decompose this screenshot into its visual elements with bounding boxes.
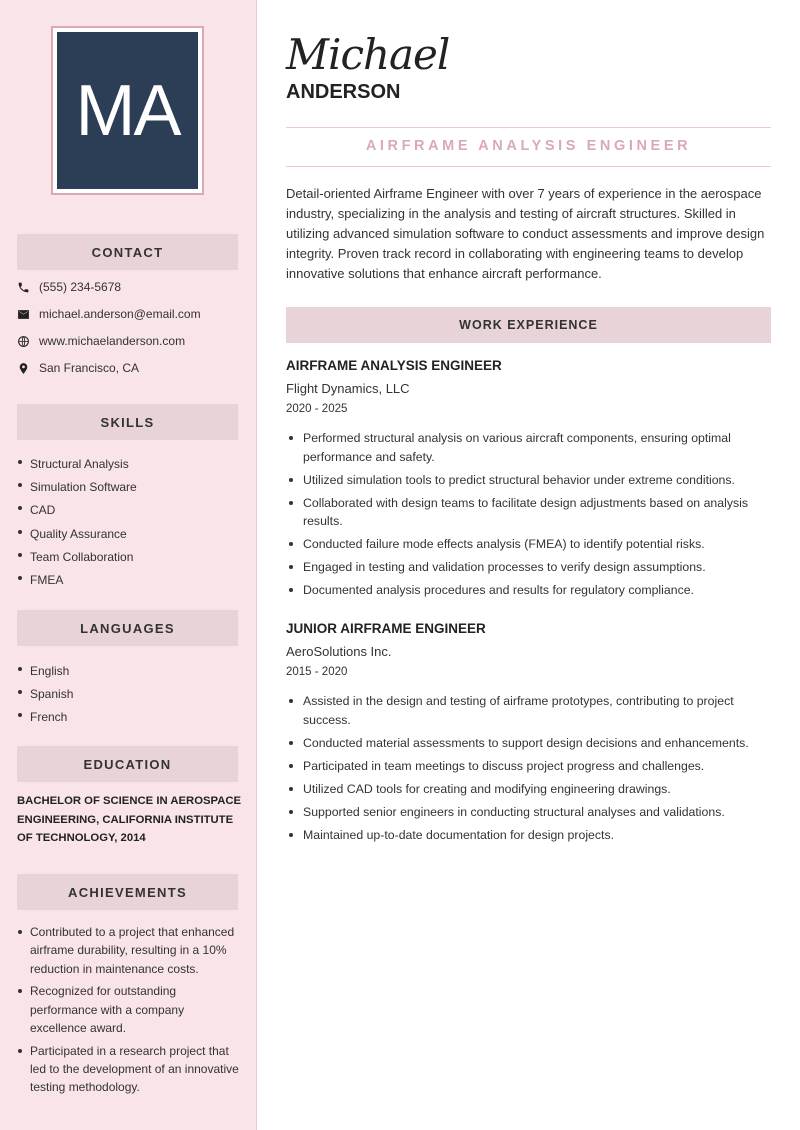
job-title: AIRFRAME ANALYSIS ENGINEER <box>365 138 692 154</box>
job-bullet: Engaged in testing and validation processes to verify design assumptions. <box>286 558 771 577</box>
monogram: MA <box>57 32 198 189</box>
contact-heading: CONTACT <box>17 234 238 270</box>
job-bullet: Participated in team meetings to discuss project progress and challenges. <box>286 757 771 776</box>
phone-text: (555) 234-5678 <box>39 280 122 294</box>
language-item: French <box>17 706 242 729</box>
job-bullet: Performed structural analysis on various aircraft components, ensuring optimal performance and safety. <box>286 429 771 466</box>
skill-item: Team Collaboration <box>17 546 242 569</box>
achievements-heading: ACHIEVEMENTS <box>17 874 238 910</box>
contact-phone <box>17 279 121 295</box>
job-company: Flight Dynamics, LLC <box>286 381 410 396</box>
location-text: San Francisco, CA <box>39 361 140 375</box>
job-bullet: Documented analysis procedures and results for regulatory compliance. <box>286 581 771 600</box>
contact-website <box>17 333 185 349</box>
job-bullet: Conducted material assessments to support design decisions and enhancements. <box>286 734 771 753</box>
skill-item: FMEA <box>17 569 242 592</box>
job-position: JUNIOR AIRFRAME ENGINEER <box>286 621 486 636</box>
phone-icon <box>17 281 30 294</box>
language-item: Spanish <box>17 683 242 706</box>
summary: Detail-oriented Airframe Engineer with over 7 years of experience in the aerospace industry, specializing in the analysis and testing of aircraft structures. Skilled in utilizing advanced simulation software to conduct assessments and improve design integrity. Proven track record in collaborating with engineering teams to develop innovative solutions that enhance aircraft performance. <box>286 186 765 281</box>
job-position: AIRFRAME ANALYSIS ENGINEER <box>286 358 502 373</box>
email-icon <box>17 308 30 321</box>
email-link[interactable]: michael.anderson@email.com <box>39 307 201 321</box>
language-item: English <box>17 660 242 683</box>
skill-item: CAD <box>17 499 242 522</box>
sidebar <box>0 0 257 1130</box>
location-pin-icon <box>17 362 30 375</box>
work-experience-heading: WORK EXPERIENCE <box>286 307 771 343</box>
job-bullets <box>286 429 771 600</box>
skill-item: Quality Assurance <box>17 523 242 546</box>
job-dates: 2020 - 2025 <box>286 403 348 415</box>
contact-email <box>17 306 201 322</box>
job-entry <box>286 358 771 604</box>
first-name: Michael <box>286 30 450 79</box>
job-company: AeroSolutions Inc. <box>286 644 392 659</box>
education-text: BACHELOR OF SCIENCE IN AEROSPACE ENGINEERING, CALIFORNIA INSTITUTE OF TECHNOLOGY, 2014 <box>17 795 242 844</box>
job-bullet: Conducted failure mode effects analysis (FMEA) to identify potential risks. <box>286 535 771 554</box>
languages-list <box>17 660 242 729</box>
skill-item: Structural Analysis <box>17 453 242 476</box>
achievement-item: Participated in a research project that led to the development of an innovative testing methodology. <box>17 1042 242 1097</box>
achievement-item: Contributed to a project that enhanced airframe durability, resulting in a 10% reduction in maintenance costs. <box>17 923 242 978</box>
languages-heading: LANGUAGES <box>17 610 238 646</box>
job-bullet: Collaborated with design teams to facilitate design adjustments based on analysis results. <box>286 494 771 531</box>
monogram-frame <box>51 26 204 195</box>
skills-list <box>17 453 242 592</box>
last-name: ANDERSON <box>286 81 401 103</box>
job-bullet: Utilized CAD tools for creating and modifying engineering drawings. <box>286 780 771 799</box>
job-bullet: Maintained up-to-date documentation for design projects. <box>286 826 771 845</box>
skills-heading: SKILLS <box>17 404 238 440</box>
job-entry <box>286 621 771 849</box>
skill-item: Simulation Software <box>17 476 242 499</box>
job-bullet: Utilized simulation tools to predict structural behavior under extreme conditions. <box>286 471 771 490</box>
achievements-list <box>17 923 242 1097</box>
education-heading: EDUCATION <box>17 746 238 782</box>
contact-location <box>17 360 139 376</box>
job-bullet: Supported senior engineers in conducting structural analyses and validations. <box>286 803 771 822</box>
website-link[interactable]: www.michaelanderson.com <box>39 334 186 348</box>
divider <box>286 166 771 167</box>
job-bullet: Assisted in the design and testing of airframe prototypes, contributing to project success. <box>286 692 771 729</box>
divider <box>286 127 771 128</box>
job-dates: 2015 - 2020 <box>286 666 348 678</box>
globe-icon <box>17 335 30 348</box>
job-bullets <box>286 692 771 844</box>
achievement-item: Recognized for outstanding performance with a company excellence award. <box>17 982 242 1037</box>
